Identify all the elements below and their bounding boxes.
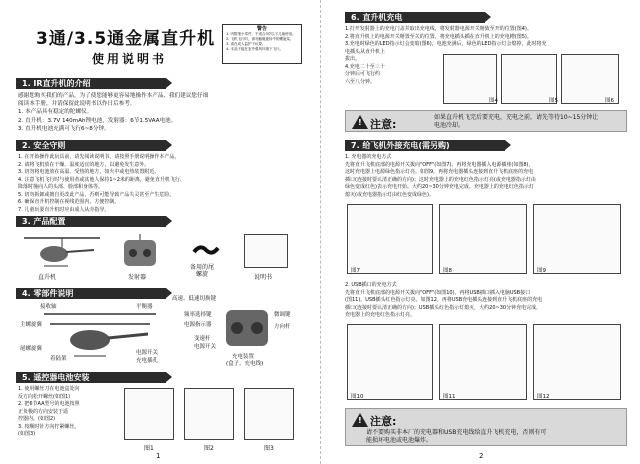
text-line: 1.打开发射器上的充电门盖并取出充电线，将发射器电源开关掰致至开的位置(图4)。 bbox=[345, 26, 532, 32]
text-line: 电插头从直升机上 bbox=[345, 48, 386, 55]
note-text bbox=[366, 429, 546, 445]
warning-line: 4. 本品不能在室外强风环境下飞行。 bbox=[226, 47, 283, 51]
text-line: 先将直升飞机底部的电源开关拨向"OFF"(如图7)。再将充电器插入电源插座(如图8)， bbox=[345, 161, 534, 168]
tx-part-label: 变速杆 bbox=[194, 336, 211, 342]
text-line: 2. 直升机：3.7V 140mAh锂电池，发射器：6节1.5VAA电池。 bbox=[18, 117, 177, 124]
part-label: 尾螺旋翼 bbox=[20, 346, 43, 352]
figure-caption: 图7 bbox=[351, 268, 360, 274]
battery-figure-2 bbox=[184, 388, 234, 440]
text-line: 5. 切勿拆卸或擅自更改此产品，否则可能导致产品失灵甚至产生危险。 bbox=[18, 191, 175, 198]
item-tail-rotor-label: 备用的尾 螺旋 bbox=[190, 264, 215, 278]
figure-caption: 图11 bbox=[443, 394, 456, 400]
tx-part-label: 高速、低速切换键 bbox=[172, 296, 217, 302]
text-line: 绿色变成红色)表示充电开始。大约20~30分钟充电完成。充电器上的充电红色指示灯 bbox=[345, 184, 534, 190]
charger-figure-7 bbox=[347, 204, 433, 274]
tx-part-label: 电源指示器 bbox=[184, 322, 212, 328]
subsection-title: 2. USB插口的充电方式 bbox=[345, 282, 397, 288]
text-line: 降落时撞向人的头部、脸部和身体等。 bbox=[18, 184, 104, 190]
warning-box bbox=[222, 24, 302, 64]
page-number: 1 bbox=[156, 452, 161, 460]
text-line: 充电器上的充电红色指示灯亮。 bbox=[345, 312, 416, 318]
text-line: 3. 按顺时针方向拧紧螺丝。 bbox=[18, 423, 80, 430]
text-line: 2. 把6节AA型号的电池按照 bbox=[18, 401, 80, 407]
intro-text bbox=[18, 92, 308, 133]
manual-subtitle: 使用说明书 bbox=[92, 52, 168, 66]
figure-caption: 图12 bbox=[537, 394, 550, 400]
page-right bbox=[320, 0, 640, 464]
warning-icon: ! bbox=[352, 115, 368, 129]
item-manual-label: 说明书 bbox=[254, 274, 273, 281]
text-line: 阅读本手册，并请保留此说明书以作日后参考。 bbox=[18, 101, 136, 108]
text-line: 2.将直升机上的电源开关掰置至关的位置，将充电插头插在直升机上的充电槽(图5)。 bbox=[345, 33, 532, 40]
text-line: 请不要购买非本厂的充电器和USB充电线给直升飞机充电，否则有可 bbox=[366, 429, 547, 436]
text-line: 1. 在开始操作此玩具前，请先阅读说明书，请按照手册说明操作本产品。 bbox=[18, 154, 180, 160]
part-label: 充电插孔 bbox=[136, 358, 159, 364]
figure-caption: 图10 bbox=[351, 394, 364, 400]
transmitter-image bbox=[120, 234, 160, 270]
section-header-external-charging bbox=[345, 140, 505, 151]
text-line: 感谢您购买我们的产品，为了使您能够更容易地操作本产品，我们建议您仔细 bbox=[18, 93, 209, 99]
section-header-intro bbox=[16, 78, 166, 89]
figure-caption: 图8 bbox=[443, 268, 452, 274]
part-label: 电源开关 bbox=[136, 350, 159, 356]
note-cooling bbox=[345, 110, 627, 132]
figure-caption: 图2 bbox=[204, 445, 214, 452]
section-header-label: 4. 零部件说明 bbox=[22, 289, 74, 298]
figure-caption: 图6 bbox=[605, 98, 614, 104]
subsection-title: 1. 充电器的充电方式 bbox=[345, 154, 392, 160]
part-label: 平衡器 bbox=[136, 304, 153, 310]
section-header-charging bbox=[345, 12, 485, 23]
part-label: 接收轴 bbox=[40, 304, 57, 310]
tail-rotor-image bbox=[192, 242, 220, 258]
text-line: 这时充电器上电源绿色指示灯亮。如图9。再将充电器插头连接到直升飞机底座的充电 bbox=[345, 169, 534, 175]
text-line: 能损坏电池或电池爆炸。 bbox=[366, 437, 433, 444]
safety-text bbox=[18, 154, 308, 214]
section-header-label: 2. 安全守则 bbox=[22, 141, 66, 150]
battery-figure-1 bbox=[124, 388, 174, 440]
section-header-label: 3. 产品配置 bbox=[22, 217, 66, 226]
manual-image bbox=[244, 234, 288, 268]
text-line: 正负极的方向安装于遥 bbox=[18, 408, 69, 415]
note-charger-warning bbox=[345, 408, 627, 446]
usb-figure-10 bbox=[347, 324, 433, 400]
battery-figure-3 bbox=[244, 388, 294, 440]
charger-figure-9 bbox=[533, 204, 621, 274]
text-line: 如果直升机飞完后要充电，充电之前，请先等待10~15分钟让 bbox=[434, 114, 599, 121]
text-line: 7. 儿童玩耍直升机时应由成人从旁指导。 bbox=[18, 206, 110, 213]
text-line: 1. 本产品具有稳定的陀螺仪。 bbox=[18, 109, 93, 116]
warning-title: 警告 bbox=[256, 26, 267, 32]
section-header-safety bbox=[16, 140, 166, 151]
text-line: 插口(连接时要认清正确的方向)；这时充电器上的充电红色指示灯亮(或充电器指示灯由 bbox=[345, 176, 536, 183]
tx-part-label: 电源开关 bbox=[194, 344, 217, 350]
text-line: 6. 确保直升机控制在视线范围内，方便控制。 bbox=[18, 199, 120, 205]
item-helicopter-label: 直升机 bbox=[38, 274, 57, 281]
note-title: 注意: bbox=[370, 118, 397, 131]
page-number: 2 bbox=[479, 452, 484, 460]
section-header-label: 1. IR直升机的介绍 bbox=[22, 79, 91, 88]
warning-line: 1. 内附细小零件，不适合3岁以下儿童使用。 bbox=[226, 32, 296, 36]
text-line: 3. 直升机电池充满可飞行6~8分钟。 bbox=[18, 125, 110, 132]
tx-part-label: 微调键 bbox=[274, 312, 291, 318]
warning-line: 3. 请在成人监护下玩耍。 bbox=[226, 42, 266, 46]
section-header-label: 5. 遥控器电池安装 bbox=[22, 373, 90, 382]
section-header-parts bbox=[16, 288, 166, 299]
usb-method-text bbox=[345, 282, 637, 320]
transmitter-parts-diagram bbox=[222, 304, 272, 352]
section-header-battery bbox=[16, 372, 166, 383]
text-line: 1. 使用螺丝刀在电池盒处向 bbox=[18, 386, 80, 392]
figure-caption: 图1 bbox=[144, 445, 154, 452]
section-header-contents bbox=[16, 216, 166, 227]
text-line: 先将直升飞机底部的电源开关拨向"OFF"(如图10)，再将USB插口插入电脑USB接口 bbox=[345, 289, 531, 296]
tx-part-label: (盒子，充电线) bbox=[226, 361, 264, 367]
text-line: 3.充电时绿色的LED指示灯会变暗(图6)，电池充满后，绿色的LED指示灯会熄掉，此时将充 bbox=[345, 41, 547, 47]
charger-method-text bbox=[345, 154, 637, 199]
note-title: 注意: bbox=[370, 415, 397, 428]
text-line: 控器内。(如图2) bbox=[18, 416, 56, 422]
text-line: 电池冷却。 bbox=[434, 122, 465, 129]
text-line: (如图3) bbox=[18, 431, 36, 437]
text-line: 拔出。 bbox=[345, 56, 361, 62]
usb-figure-12 bbox=[533, 324, 621, 400]
figure-caption: 图9 bbox=[537, 268, 546, 274]
tx-part-label: 方向杆 bbox=[274, 324, 291, 330]
warning-icon: ! bbox=[352, 413, 368, 427]
figure-caption: 图4 bbox=[489, 98, 498, 104]
helicopter-image bbox=[22, 232, 102, 272]
text-line: 反方向松开螺丝(如图1) bbox=[18, 393, 71, 400]
tx-part-label: 充电装置 bbox=[232, 354, 255, 360]
text-line: (图11)，USB插头红色指示灯亮。如图12，再将USB充电插头连接到直升飞机底座的充电 bbox=[345, 297, 543, 303]
usb-figure-11 bbox=[439, 324, 527, 400]
text-line: 插口(连接时要认清正确的方向)；USB插头红色指示灯熄灭，大约20~30分钟充电完成， bbox=[345, 304, 542, 311]
section-header-label: 6. 直升机充电 bbox=[351, 13, 403, 22]
figure-caption: 图3 bbox=[264, 445, 274, 452]
item-transmitter-label: 发射器 bbox=[128, 274, 147, 281]
tx-part-label: 频率选择键 bbox=[184, 312, 212, 318]
text-line: 4.充电二十至三十 bbox=[345, 63, 385, 70]
text-line: 2. 请将飞机放在干燥、温度适宜的地方，以避免发生意外。 bbox=[18, 161, 150, 168]
text-line: 熄灭(或充电器指示灯由红色变成绿色)。 bbox=[345, 191, 434, 198]
text-line: 分钟后可飞行约 bbox=[345, 71, 381, 77]
section-header-label: 7. 给飞机外接充电(需另购) bbox=[351, 141, 450, 150]
charger-figure-8 bbox=[439, 204, 527, 274]
part-label: 主螺旋翼 bbox=[20, 322, 43, 328]
text-line: 4. 注意飞机飞行时与使用者或其他人保持1~2米的距离，避免直升机飞行、 bbox=[18, 176, 185, 183]
warning-line: 2. 飞机飞行时，请勿触碰旋转中的螺旋桨。 bbox=[226, 37, 294, 41]
battery-install-text bbox=[18, 386, 118, 439]
part-label: 着陆架 bbox=[50, 356, 67, 362]
note-text bbox=[434, 114, 598, 130]
manual-title: 3通/3.5通金属直升机 bbox=[36, 29, 216, 49]
text-line: 3. 切勿将电池放在高温、受热的地方，如火中或电热装置附近。 bbox=[18, 169, 160, 175]
figure-caption: 图5 bbox=[549, 98, 558, 104]
text-line: 六至八分钟。 bbox=[345, 78, 376, 85]
